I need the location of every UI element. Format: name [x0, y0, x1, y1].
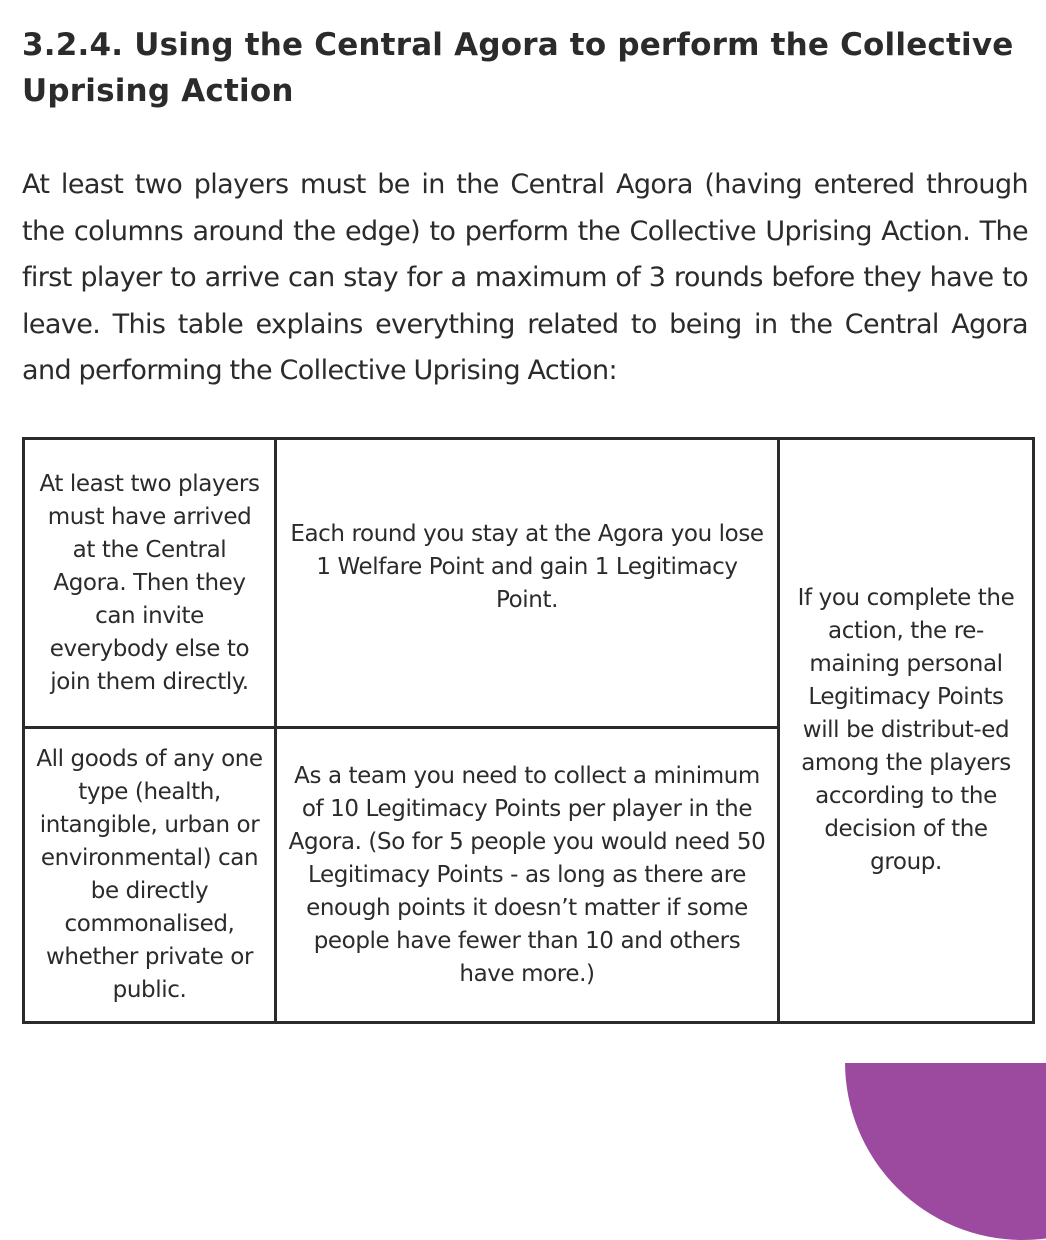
- rules-table: [22, 437, 1035, 1024]
- section-heading: 3.2.4. Using the Central Agora to perform the Collective Uprising Action: [22, 27, 1014, 109]
- rules-table-container: [22, 437, 1032, 1021]
- cell-text: At least two players must have arrived at the Central Agora. Then they can invite everybody else to join them directly.: [39, 470, 260, 695]
- cell-text: All goods of any one type (health, intangible, urban or environmental) can be directly commonalised, whether private or public.: [36, 746, 263, 1003]
- table-cell-arrival-rule: [24, 439, 276, 728]
- cell-text: Each round you stay at the Agora you lose 1 Welfare Point and gain 1 Legitimacy Point.: [290, 520, 764, 613]
- table-cell-legitimacy-requirement: [276, 728, 779, 1023]
- table-cell-commonalise-rule: [24, 728, 276, 1023]
- intro-paragraph: At least two players must be in the Central Agora (having entered through the columns around the edge) to perform the Collective Uprising Action. The first player to arrive can stay for a maximum of 3 rounds before they have to leave. This table explains everything related to being in the Central Agora and performing the Collective Uprising Action:: [22, 169, 1028, 386]
- cell-text: If you complete the action, the re-maining personal Legitimacy Points will be distribut-ed among the players according to the decision of the group.: [797, 585, 1015, 875]
- table-row: [24, 439, 1034, 728]
- cell-text: As a team you need to collect a minimum of 10 Legitimacy Points per player in the Agora. (So for 5 people you would need 50 Legitimacy Points - as long as there are enough points it doesn’t matter if some people have fewer than 10 and others have more.): [288, 762, 766, 987]
- table-cell-round-cost: [276, 439, 779, 728]
- table-cell-distribution-rule: [779, 439, 1034, 1023]
